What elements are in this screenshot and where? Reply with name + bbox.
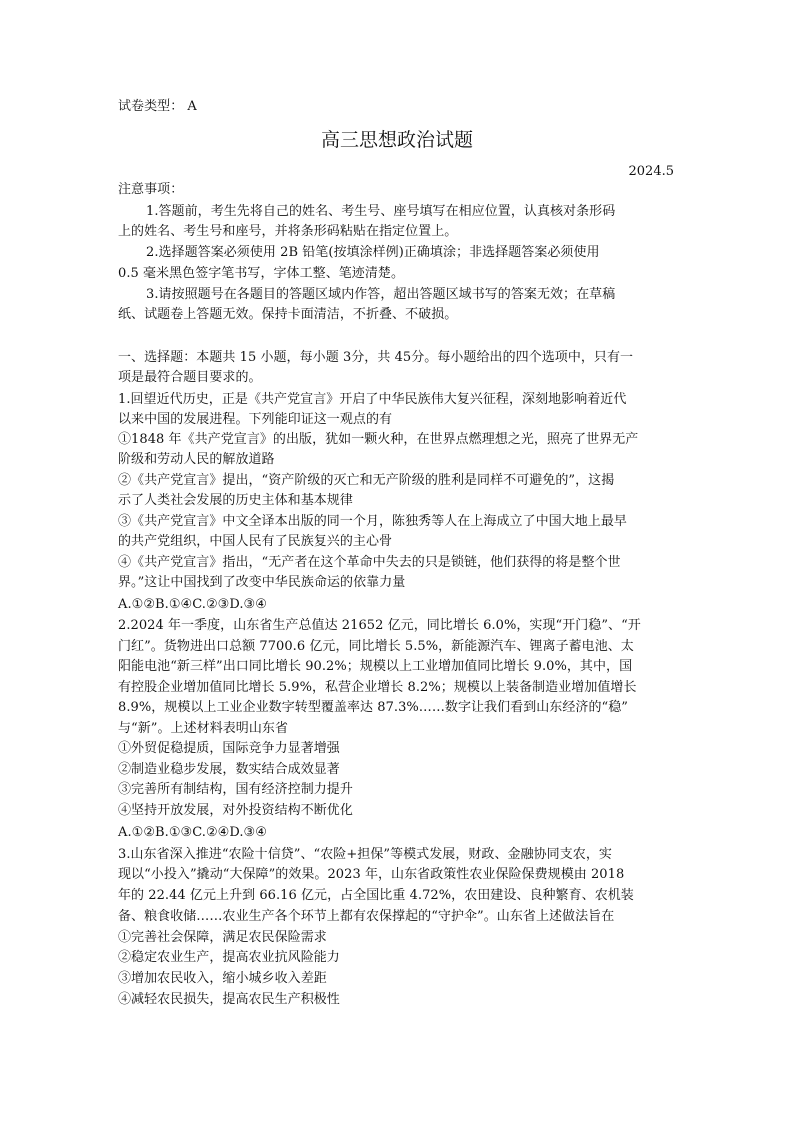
q1-line: 1.回望近代历史，正是《共产党宣言》开启了中华民族伟大复兴征程，深刻地影响着近代 — [118, 392, 627, 407]
page-title: 高三思想政治试题 — [320, 129, 473, 151]
paper-type: 试卷类型： A — [118, 99, 197, 114]
q1-option: ②《共产党宣言》提出，“资产阶级的灭亡和无产阶级的胜利是同样不可避免的”，这揭 — [118, 473, 615, 488]
q3-line: 年的 22.44 亿元上升到 66.16 亿元，占全国比重 4.72%，农田建设、良种繁育、农机装 — [118, 888, 634, 903]
q2-line: 8.9%，规模以上工业企业数字转型覆盖率达 87.3%……数字让我们看到山东经济的“稳” — [118, 700, 628, 715]
q2-option: ②制造业稳步发展，数实结合成效显著 — [118, 762, 340, 777]
notes-line: 纸、试题卷上答题无效。保持卡面清洁，不折叠、不破损。 — [118, 307, 458, 322]
q3-line: 3.山东省深入推进“农险十信贷”、“农险+担保”等模式发展，财政、金融协同支农，实 — [118, 847, 612, 862]
q1-option: 的共产党组织，中国人民有了民族复兴的主心骨 — [118, 534, 393, 549]
q1-answers: A.①②B.①④C.②③D.③④ — [118, 597, 267, 612]
notes-line: 2.选择题答案必须使用 2B 铅笔(按填涂样例)正确填涂；非选择题答案必须使用 — [146, 245, 600, 260]
q1-option: ③《共产党宣言》中文全译本出版的同一个月，陈独秀等人在上海成立了中国大地上最早 — [118, 514, 627, 529]
section-heading-cont: 项是最符合题目要求的。 — [118, 370, 262, 385]
notes-line: 上的姓名、考生号和座号，并将条形码粘贴在指定位置上。 — [118, 224, 458, 239]
q2-answers: A.①②B.①③C.②④D.③④ — [118, 825, 267, 840]
notes-line: 3.请按照题号在各题目的答题区域内作答，超出答题区域书写的答案无效；在草稿 — [146, 287, 616, 302]
notes-heading: 注意事项： — [118, 182, 184, 197]
q3-option: ④减轻农民损失，提高农民生产积极性 — [118, 992, 340, 1007]
notes-line: 1.答题前，考生先将自己的姓名、考生号、座号填写在相应位置，认真核对条形码 — [146, 204, 616, 219]
exam-date: 2024.5 — [628, 164, 674, 179]
q1-option: ①1848 年《共产党宣言》的出版，犹如一颗火种，在世界点燃理想之光，照亮了世界无产 — [118, 432, 639, 447]
q1-option: 示了人类社会发展的历史主体和基本规律 — [118, 493, 353, 508]
q1-option: ④《共产党宣言》指出，“无产者在这个革命中失去的只是锁链，他们获得的将是整个世 — [118, 555, 621, 570]
q2-option: ④坚持开放发展，对外投资结构不断优化 — [118, 803, 353, 818]
q2-line: 门红”。货物进出口总额 7700.6 亿元，同比增长 5.5%，新能源汽车、锂离子蓄电池、太 — [118, 639, 634, 654]
section-heading: 一、选择题：本题共 15 小题，每小题 3分，共 45分。每小题给出的四个选项中，只有一 — [118, 350, 634, 365]
q2-option: ①外贸促稳提质，国际竞争力显著增强 — [118, 741, 340, 756]
q2-line: 与“新”。上述材料表明山东省 — [118, 721, 288, 736]
q3-option: ②稳定农业生产，提高农业抗风险能力 — [118, 950, 340, 965]
notes-line: 0.5 毫米黑色签字笔书写，字体工整、笔迹清楚。 — [118, 266, 405, 281]
q1-option: 界。”这让中国找到了改变中华民族命运的依靠力量 — [118, 575, 406, 590]
q1-option: 阶级和劳动人民的解放道路 — [118, 452, 275, 467]
q1-line: 以来中国的发展进程。下列能印证这一观点的有 — [118, 412, 393, 427]
q3-line: 现以“小投入”撬动“大保障”的效果。2023 年，山东省政策性农业保险保费规模由 2018 — [118, 867, 625, 882]
q2-line: 阳能电池“新三样”出口同比增长 90.2%；规模以上工业增加值同比增长 9.0%，其中，国 — [118, 659, 633, 674]
q2-line: 2.2024 年一季度，山东省生产总值达 21652 亿元，同比增长 6.0%，实现“开门稳”、“开 — [118, 618, 641, 633]
q3-option: ③增加农民收入，缩小城乡收入差距 — [118, 971, 327, 986]
q3-option: ①完善社会保障，满足农民保险需求 — [118, 930, 327, 945]
q2-option: ③完善所有制结构，国有经济控制力提升 — [118, 782, 353, 797]
q3-line: 备、粮食收储……农业生产各个环节上都有农保撑起的“守护伞”。山东省上述做法旨在 — [118, 909, 615, 924]
q2-line: 有控股企业增加值同比增长 5.9%，私营企业增长 8.2%；规模以上装备制造业增加值增长 — [118, 680, 637, 695]
